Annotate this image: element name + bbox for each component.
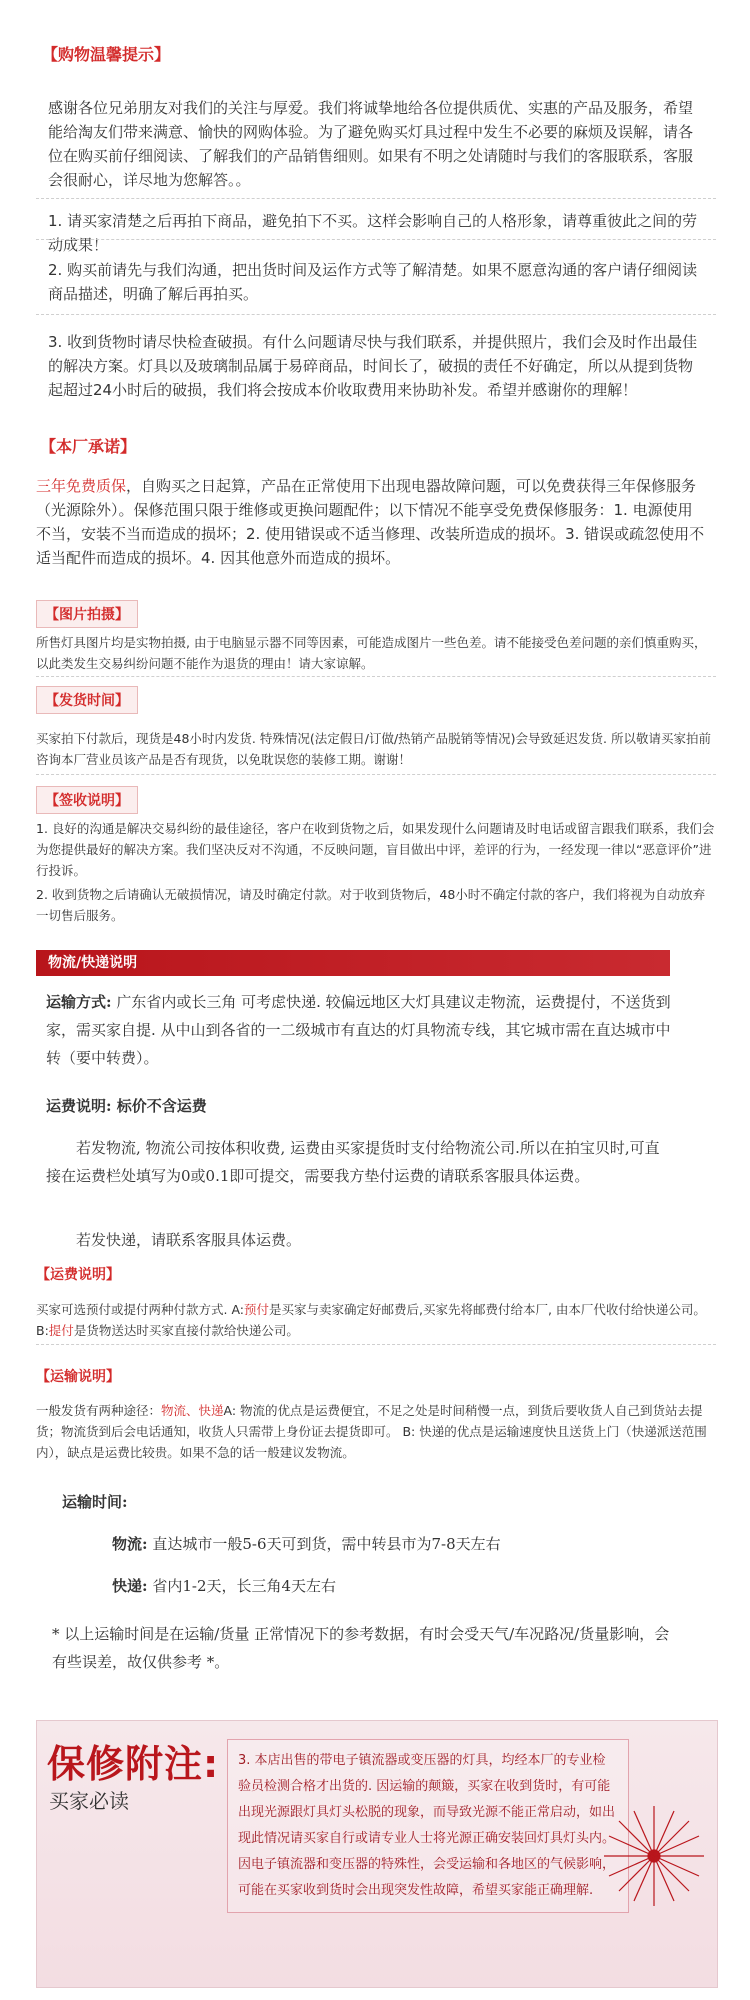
receipt-item-2: 2. 收到货物之后请确认无破损情况，请及时确定付款。对于收到货物后，48小时不确定付款的客户，我们将视为自动放弃一切售后服务。 [36, 887, 706, 923]
transit-express [112, 1572, 336, 1600]
transit-logistics-label: 物流: [112, 1535, 148, 1553]
warranty-banner-subtitle: 买家必读 [49, 1789, 129, 1813]
factory-promise-title: 【本厂承诺】 [40, 437, 137, 456]
warranty-banner-text: 3. 本店出售的带电子镇流器或变压器的灯具，均经本厂的专业检验员检测合格才出货的. 因运输的颠簸，买家在收到货时，有可能出现光源跟灯具灯头松脱的现象，而导致光源不能正常启动，如出现此情况请买家自行或请专业人士将光源正确安装回灯具灯头内。因电子镇流器和变压器的特殊性，会受运输和各地区的气候影响，可能在买家收到货时会出现突发性故障，希望买家能正确理解. [227, 1739, 629, 1913]
transport-desc-b: A: 物流的优点是运费便宜，不足之处是时间稍慢一点，到货后要收货人自己到货站去提货；物流货到后会电话通知，收货人只需带上身份证去提货即可。 B: 快递的优点是运输速度快且送货上门（快递派送范围内），缺点是运费比较贵。如果不急的话一般建议发物流。 [36, 1403, 707, 1460]
transit-express-label: 快递: [112, 1577, 148, 1595]
divider [36, 314, 716, 315]
shopping-tip-1: 1. 请买家清楚之后再拍下商品，避免拍下不买。这样会影响自己的人格形象，请尊重彼此之间的劳动成果！ [48, 212, 698, 254]
freight-prepay: 预付 [244, 1302, 270, 1317]
photos-text: 所售灯具图片均是实物拍摄, 由于电脑显示器不同等因素，可能造成图片一些色差。请不能接受色差问题的亲们慎重购买，以此类发生交易纠纷问题不能作为退货的理由！请大家谅解。 [36, 635, 707, 671]
transit-logistics [112, 1530, 501, 1558]
shopping-tip-2: 2. 购买前请先与我们沟通，把出货时间及运作方式等了解清楚。如果不愿意沟通的客户请仔细阅读商品描述，明确了解后再拍买。 [48, 261, 698, 303]
logistics-band: 物流/快递说明 [36, 950, 670, 976]
shopping-tips-intro: 感谢各位兄弟朋友对我们的关注与厚爱。我们将诚挚地给各位提供质优、实惠的产品及服务，希望能给淘友们带来满意、愉快的网购体验。为了避免购买灯具过程中发生不必要的麻烦及误解，请各位在购买前仔细阅读、了解我们的产品销售细则。如果有不明之处请随时与我们的客服联系，客服会很耐心，详尽地为您解答。。 [48, 99, 694, 189]
warranty-banner [36, 1720, 718, 1988]
divider [36, 239, 716, 240]
transport-method [46, 988, 678, 1072]
receipt-item-1: 1. 良好的沟通是解决交易纠纷的最佳途径，客户在收到货物之后，如果发现什么问题请及时电话或留言跟我们联系，我们会为您提供最好的解决方案。我们坚决反对不沟通，不反映问题，盲目做出中评，差评的行为，一经发现一律以“恶意评价”进行投诉。 [36, 821, 715, 878]
photos-title: 【图片拍摄】 [36, 600, 138, 628]
transit-express-text: 省内1-2天，长三角4天左右 [152, 1577, 337, 1595]
transport-text: 广东省内或长三角 可考虑快递. 较偏远地区大灯具建议走物流，运费提付，不送货到家，需买家自提. 从中山到各省的一二级城市有直达的灯具物流专线，其它城市需在直达城市中转（要中转费）。 [46, 993, 671, 1067]
divider [36, 774, 716, 775]
factory-promise-text [36, 474, 706, 570]
dandelion-icon [599, 1801, 709, 1911]
transit-note: * 以上运输时间是在运输/货量 正常情况下的参考数据，有时会受天气/车况路况/货量影响，会有些误差，故仅供参考 *。 [52, 1625, 670, 1671]
receipt-title: 【签收说明】 [36, 786, 138, 814]
freight-title: 【运费说明】 [36, 1267, 120, 1283]
transport-label: 运输方式: [46, 993, 112, 1011]
freight-text [36, 1299, 716, 1341]
freight-text-b: 是买家与卖家确定好邮费后,买家先将邮费付给本厂, 由本厂代收付给快递公司。B: [36, 1302, 706, 1338]
shipping-time-title: 【发货时间】 [36, 686, 138, 714]
fee-text: 若发物流, 物流公司按体积收费, 运费由买家提货时支付给物流公司.所以在拍宝贝时,可直接在运费栏处填写为0或0.1即可提交，需要我方垫付运费的请联系客服具体运费。 [46, 1139, 660, 1185]
transport-desc [36, 1400, 716, 1463]
fee-heading: 运费说明: 标价不含运费 [46, 1097, 207, 1115]
transport-desc-a: 一般发货有两种途径： [36, 1403, 162, 1418]
shipping-time-text: 买家拍下付款后，现货是48小时内发货. 特殊情况(法定假日/订做/热销产品脱销等情况)会导致延迟发货. 所以敬请买家拍前咨询本厂营业员该产品是否有现货，以免耽误您的装修工期。谢谢！ [36, 731, 711, 767]
freight-collect: 提付 [48, 1323, 74, 1338]
warranty-lead: 三年免费质保 [36, 477, 127, 495]
divider [36, 198, 716, 199]
transit-heading: 运输时间: [62, 1493, 128, 1511]
shopping-tip-3: 3. 收到货物时请尽快检查破损。有什么问题请尽快与我们联系，并提供照片，我们会及时作出最佳的解决方案。灯具以及玻璃制品属于易碎商品，时间长了，破损的责任不好确定，所以从提到货物起超过24小时后的破损，我们将会按成本价收取费用来协助补发。希望并感谢你的理解！ [48, 333, 698, 399]
freight-text-c: 是货物送达时买家直接付款给快递公司。 [73, 1323, 299, 1338]
transport-options: 物流、快递 [161, 1403, 224, 1418]
transit-logistics-text: 直达城市一般5-6天可到货，需中转县市为7-8天左右 [152, 1535, 501, 1553]
express-text: 若发快递，请联系客服具体运费。 [76, 1231, 302, 1249]
transport-title: 【运输说明】 [36, 1369, 120, 1385]
divider [36, 676, 716, 677]
freight-text-a: 买家可选预付或提付两种付款方式. A: [36, 1302, 244, 1317]
shopping-tips-title: 【购物温馨提示】 [42, 45, 171, 64]
divider [36, 1344, 716, 1345]
warranty-banner-title: 保修附注: [47, 1742, 220, 1786]
warranty-body: ，自购买之日起算，产品在正常使用下出现电器故障问题，可以免费获得三年保修服务（光源除外）。保修范围只限于维修或更换问题配件；以下情况不能享受免费保修服务：1. 电源使用不当，安装不当而造成的损坏；2. 使用错误或不适当修理、改装所造成的损坏。3. 错误或疏忽使用不适当配件而造成的损坏。4. 因其他意外而造成的损坏。 [36, 477, 705, 567]
